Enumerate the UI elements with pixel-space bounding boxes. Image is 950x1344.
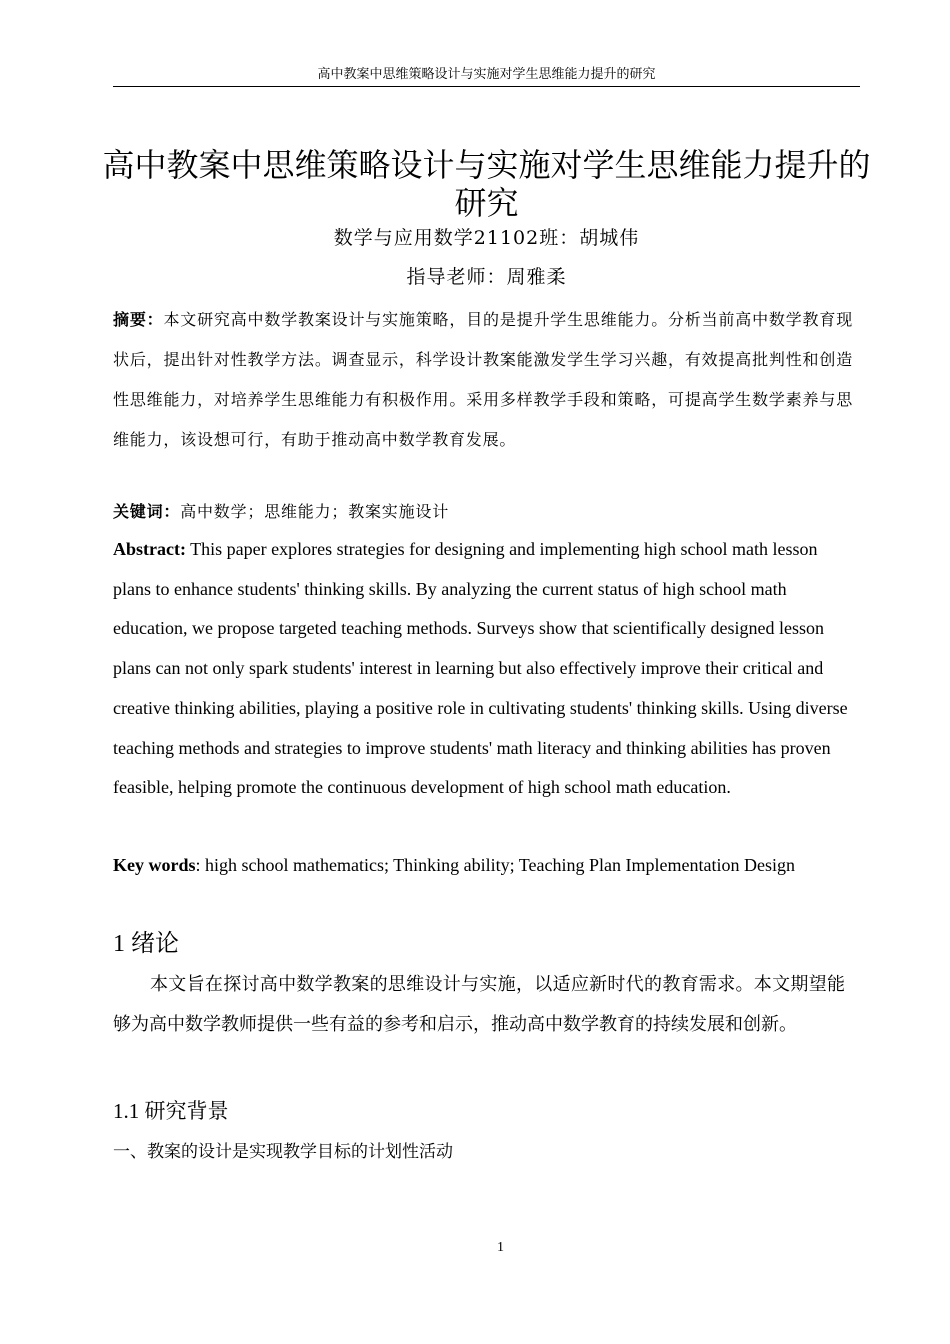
english-keywords [113, 850, 873, 880]
english-keywords-text: : high school mathematics; Thinking ability; Teaching Plan Implementation Design [195, 855, 795, 875]
english-abstract [113, 530, 853, 808]
chinese-abstract [113, 300, 853, 460]
chinese-abstract-text: 本文研究高中数学教案设计与实施策略，目的是提升学生思维能力。分析当前高中数学教育现状后，提出针对性教学方法。调查显示，科学设计教案能激发学生学习兴趣，有效提高批判性和创造性思维能力，对培养学生思维能力有积极作用。采用多样教学手段和策略，可提高学生数学素养与思维能力，该设想可行，有助于推动高中数学教育发展。 [113, 310, 853, 449]
chinese-keywords [113, 497, 853, 527]
chinese-keywords-label: 关键词： [113, 502, 181, 521]
advisor-line: 指导老师：周雅柔 [406, 266, 567, 288]
section-1-1-heading [113, 1095, 229, 1127]
section-1-heading [113, 926, 179, 961]
section-1-1-title: 研究背景 [144, 1099, 229, 1123]
author-line: 数学与应用数学21102班：胡城伟 [333, 227, 640, 249]
running-header: 高中教案中思维策略设计与实施对学生思维能力提升的研究 [317, 67, 656, 82]
page-number: 1 [497, 1240, 504, 1255]
english-abstract-text: This paper explores strategies for designing and implementing high school math lesson plans to enhance students' thinking skills. By analyzing the current status of high school math education, we propose targeted teaching methods. Surveys show that scientifically designed lesson plans can not only spark students' interest in learning but also effectively improve their critical and creative thinking abilities, playing a positive role in cultivating students' thinking skills. Using diverse teaching methods and strategies to improve students' math literacy and thinking abilities has proven feasible, helping promote the continuous development of high school math education. [113, 539, 848, 798]
english-keywords-label: Key words [113, 855, 196, 875]
chinese-keywords-text: 高中数学；思维能力；教案实施设计 [180, 502, 450, 521]
header-rule [113, 86, 860, 87]
english-abstract-label: Abstract: [113, 539, 186, 559]
section-1-paragraph: 本文旨在探讨高中数学教案的思维设计与实施，以适应新时代的教育需求。本文期望能够为高中数学教师提供一些有益的参考和启示，推动高中数学教育的持续发展和创新。 [113, 974, 845, 1035]
section-1-number: 1 [113, 931, 125, 957]
chinese-abstract-label: 摘要： [113, 310, 164, 329]
paper-title: 高中教案中思维策略设计与实施对学生思维能力提升的研究 [102, 146, 871, 222]
section-1-1-number: 1.1 [113, 1099, 140, 1123]
subsection-heading: 一、教案的设计是实现教学目标的计划性活动 [113, 1142, 453, 1162]
section-1-title: 绪论 [131, 929, 179, 957]
